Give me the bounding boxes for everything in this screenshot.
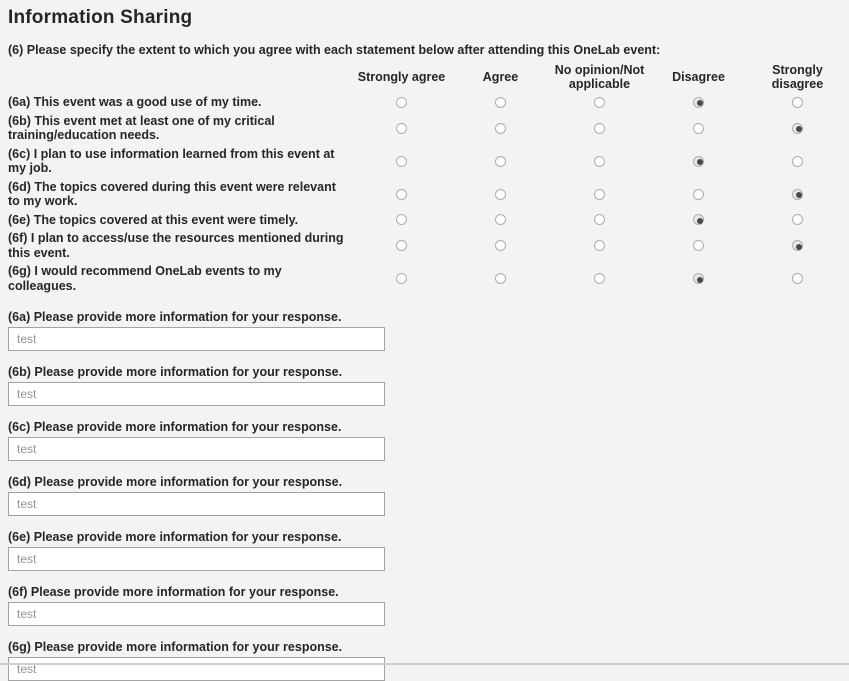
- radio-agree[interactable]: [495, 189, 506, 200]
- statement-row-6e: [8, 211, 847, 230]
- radio-no-opinion[interactable]: [594, 123, 605, 134]
- followup-6g: [8, 640, 849, 681]
- radio-strongly-agree[interactable]: [396, 156, 407, 167]
- followup-input-6f[interactable]: [8, 602, 385, 626]
- radio-strongly-disagree[interactable]: [792, 240, 803, 251]
- radio-strongly-agree[interactable]: [396, 123, 407, 134]
- followup-label: (6f) Please provide more information for your response.: [8, 585, 339, 599]
- column-header-no-opinion: No opinion/Not applicable: [554, 63, 645, 91]
- radio-disagree[interactable]: [693, 273, 704, 284]
- radio-disagree[interactable]: [693, 156, 704, 167]
- radio-strongly-agree[interactable]: [396, 240, 407, 251]
- radio-no-opinion[interactable]: [594, 214, 605, 225]
- statement-row-6b: [8, 112, 847, 145]
- radio-strongly-disagree[interactable]: [792, 97, 803, 108]
- row-statement: (6f) I plan to access/use the resources mentioned during this event.: [8, 231, 344, 260]
- followup-input-6g[interactable]: [8, 657, 385, 681]
- followup-label: (6e) Please provide more information for your response.: [8, 530, 342, 544]
- column-header-strongly-agree: Strongly agree: [357, 70, 446, 84]
- radio-no-opinion[interactable]: [594, 273, 605, 284]
- followup-label: (6d) Please provide more information for your response.: [8, 475, 343, 489]
- page-title: Information Sharing: [8, 7, 193, 28]
- radio-agree[interactable]: [495, 156, 506, 167]
- radio-strongly-disagree[interactable]: [792, 189, 803, 200]
- radio-agree[interactable]: [495, 214, 506, 225]
- radio-disagree[interactable]: [693, 123, 704, 134]
- row-statement: (6d) The topics covered during this event were relevant to my work.: [8, 179, 336, 208]
- radio-disagree[interactable]: [693, 240, 704, 251]
- followup-label: (6c) Please provide more information for your response.: [8, 420, 342, 434]
- radio-no-opinion[interactable]: [594, 189, 605, 200]
- followup-input-6d[interactable]: [8, 492, 385, 516]
- followup-input-6a[interactable]: [8, 327, 385, 351]
- radio-strongly-agree[interactable]: [396, 189, 407, 200]
- column-header-disagree: Disagree: [672, 70, 725, 84]
- radio-no-opinion[interactable]: [594, 156, 605, 167]
- row-statement: (6g) I would recommend OneLab events to my colleagues.: [8, 264, 282, 293]
- radio-agree[interactable]: [495, 273, 506, 284]
- radio-disagree[interactable]: [693, 189, 704, 200]
- followup-input-6e[interactable]: [8, 547, 385, 571]
- radio-strongly-disagree[interactable]: [792, 156, 803, 167]
- column-header-agree: Agree: [482, 70, 519, 84]
- radio-strongly-disagree[interactable]: [792, 123, 803, 134]
- followup-6a: [8, 310, 849, 351]
- statement-row-6f: [8, 229, 847, 262]
- followup-section: [8, 310, 849, 681]
- followup-label: (6a) Please provide more information for your response.: [8, 310, 342, 324]
- radio-no-opinion[interactable]: [594, 240, 605, 251]
- statement-row-6c: [8, 145, 847, 178]
- column-header-strongly-disagree: Strongly disagree: [771, 63, 824, 91]
- radio-agree[interactable]: [495, 240, 506, 251]
- followup-6d: [8, 475, 849, 516]
- followup-label: (6b) Please provide more information for your response.: [8, 365, 343, 379]
- row-statement: (6b) This event met at least one of my critical training/education needs.: [8, 113, 275, 142]
- row-statement: (6e) The topics covered at this event were timely.: [8, 212, 299, 227]
- statement-row-6a: [8, 93, 847, 112]
- statement-row-6d: [8, 178, 847, 211]
- radio-disagree[interactable]: [693, 214, 704, 225]
- radio-agree[interactable]: [495, 123, 506, 134]
- followup-label: (6g) Please provide more information for your response.: [8, 640, 343, 654]
- matrix-header-row: [8, 63, 847, 91]
- followup-6f: [8, 585, 849, 626]
- radio-disagree[interactable]: [693, 97, 704, 108]
- followup-6c: [8, 420, 849, 461]
- row-statement: (6c) I plan to use information learned from this event at my job.: [8, 146, 335, 175]
- radio-strongly-disagree[interactable]: [792, 273, 803, 284]
- radio-strongly-agree[interactable]: [396, 214, 407, 225]
- statement-row-6g: [8, 262, 847, 295]
- radio-strongly-agree[interactable]: [396, 273, 407, 284]
- followup-6e: [8, 530, 849, 571]
- radio-strongly-agree[interactable]: [396, 97, 407, 108]
- followup-input-6b[interactable]: [8, 382, 385, 406]
- followup-6b: [8, 365, 849, 406]
- row-statement: (6a) This event was a good use of my time.: [8, 95, 262, 109]
- question-intro: (6) Please specify the extent to which you agree with each statement below after attending this OneLab event:: [8, 43, 661, 57]
- followup-input-6c[interactable]: [8, 437, 385, 461]
- agreement-matrix: [8, 63, 847, 295]
- radio-strongly-disagree[interactable]: [792, 214, 803, 225]
- radio-no-opinion[interactable]: [594, 97, 605, 108]
- radio-agree[interactable]: [495, 97, 506, 108]
